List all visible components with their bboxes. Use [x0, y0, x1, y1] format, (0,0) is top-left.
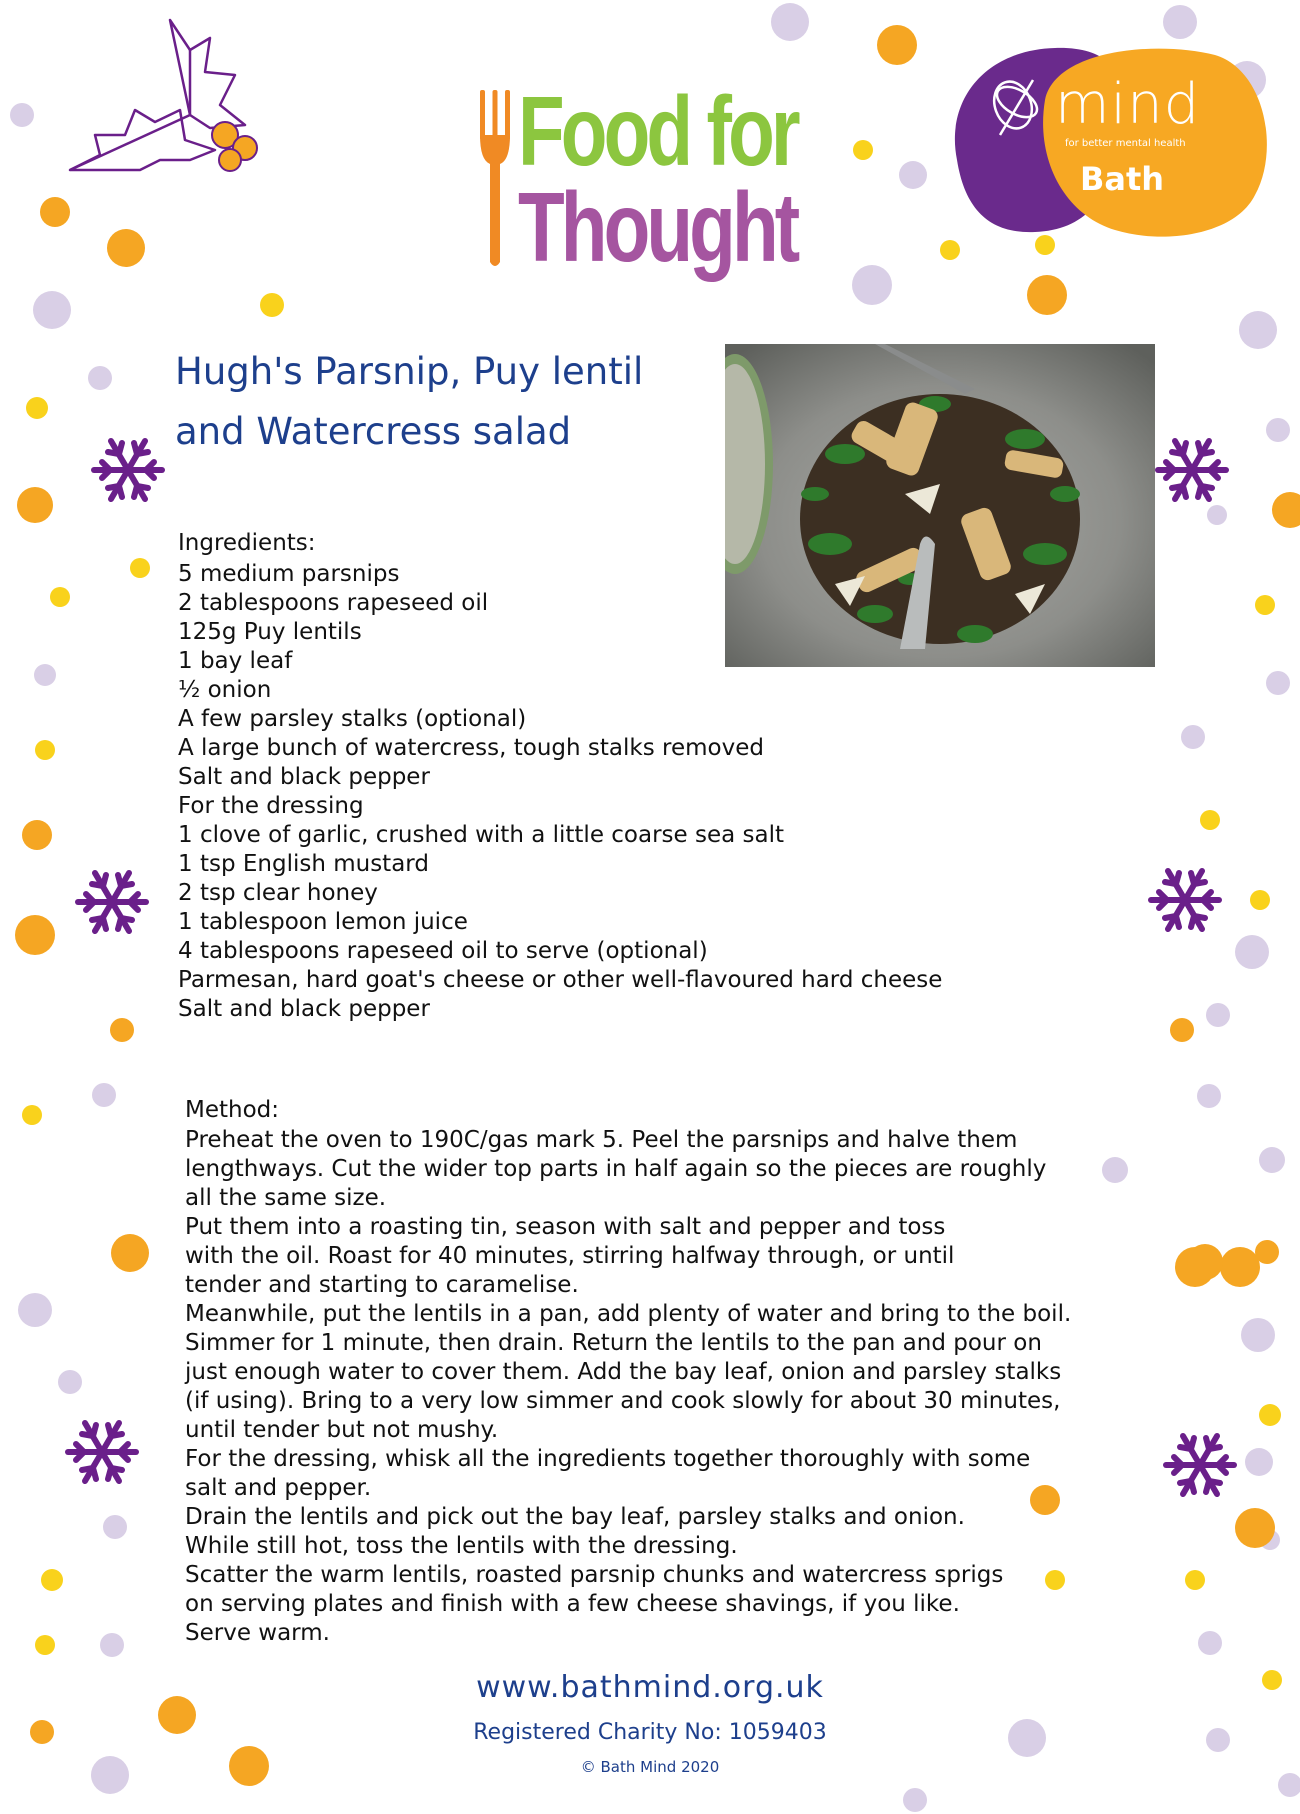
method-line: tender and starting to caramelise. [185, 1272, 579, 1298]
method-line: While still hot, toss the lentils with the dressing. [185, 1533, 738, 1559]
snowflake-icon [62, 1412, 142, 1492]
method-line: with the oil. Roast for 40 minutes, stirring halfway through, or until [185, 1243, 955, 1269]
list-item: 1 tsp English mustard [178, 851, 429, 877]
method-heading: Method: [185, 1097, 280, 1123]
mind-wordmark: mind [1055, 72, 1201, 137]
method-line: Scatter the warm lentils, roasted parsnip chunks and watercress sprigs [185, 1562, 1004, 1588]
method-line: Meanwhile, put the lentils in a pan, add plenty of water and bring to the boil. [185, 1301, 1072, 1327]
method-line: Drain the lentils and pick out the bay leaf, parsley stalks and onion. [185, 1504, 965, 1530]
charity-number: Registered Charity No: 1059403 [473, 1720, 827, 1745]
list-item: Salt and black pepper [178, 764, 430, 790]
mind-tagline: for better mental health [1065, 138, 1186, 149]
list-item: A large bunch of watercress, tough stalks removed [178, 735, 764, 761]
fork-icon [478, 90, 512, 270]
list-item: 2 tsp clear honey [178, 880, 378, 906]
ingredients-list [178, 560, 942, 1024]
method-line: just enough water to cover them. Add the bay leaf, onion and parsley stalks [185, 1359, 1062, 1385]
method-line: until tender but not mushy. [185, 1417, 499, 1443]
logo-text-thought: Thought [518, 172, 797, 282]
list-item: A few parsley stalks (optional) [178, 706, 527, 732]
food-for-thought-logo [0, 0, 797, 282]
method-line: (if using). Bring to a very low simmer and cook slowly for about 30 minutes, [185, 1388, 1061, 1414]
list-item: 4 tablespoons rapeseed oil to serve (optional) [178, 938, 708, 964]
list-item: Salt and black pepper [178, 996, 430, 1022]
snowflake-icon [1160, 1425, 1240, 1505]
ingredients-heading: Ingredients: [178, 530, 316, 556]
method-line: Serve warm. [185, 1620, 330, 1646]
list-item: 1 clove of garlic, crushed with a little coarse sea salt [178, 822, 785, 848]
snowflake-icon [1152, 430, 1232, 510]
snowflake-icon [1145, 860, 1225, 940]
recipe-title-line1: Hugh's Parsnip, Puy lentil [175, 350, 644, 393]
method-line: Simmer for 1 minute, then drain. Return the lentils to the pan and pour on [185, 1330, 1042, 1356]
method-line: For the dressing, whisk all the ingredients together thoroughly with some [185, 1446, 1031, 1472]
list-item: Parmesan, hard goat's cheese or other well-flavoured hard cheese [178, 967, 943, 993]
logo-text-food-for: Food for [518, 76, 797, 186]
list-item: 2 tablespoons rapeseed oil [178, 590, 489, 616]
recipe-title [175, 342, 715, 462]
method-line: Preheat the oven to 190C/gas mark 5. Peel the parsnips and halve them [185, 1127, 1018, 1153]
holly-icon [40, 10, 280, 185]
method-line: Put them into a roasting tin, season with salt and pepper and toss [185, 1214, 946, 1240]
list-item: ½ onion [178, 677, 272, 703]
copyright: © Bath Mind 2020 [580, 1758, 720, 1776]
mind-location: Bath [1080, 160, 1165, 198]
method-text [185, 1126, 1145, 1648]
list-item: 125g Puy lentils [178, 619, 362, 645]
recipe-title-line2: and Watercress salad [175, 410, 572, 453]
list-item: 5 medium parsnips [178, 561, 400, 587]
list-item: For the dressing [178, 793, 364, 819]
snowflake-icon [88, 430, 168, 510]
method-line: lengthways. Cut the wider top parts in half again so the pieces are roughly [185, 1156, 1047, 1182]
snowflake-icon [72, 862, 152, 942]
method-line: salt and pepper. [185, 1475, 372, 1501]
list-item: 1 bay leaf [178, 648, 293, 674]
list-item: 1 tablespoon lemon juice [178, 909, 468, 935]
method-line: all the same size. [185, 1185, 387, 1211]
method-line: on serving plates and finish with a few cheese shavings, if you like. [185, 1591, 960, 1617]
website-link[interactable]: www.bathmind.org.uk [476, 1670, 824, 1705]
